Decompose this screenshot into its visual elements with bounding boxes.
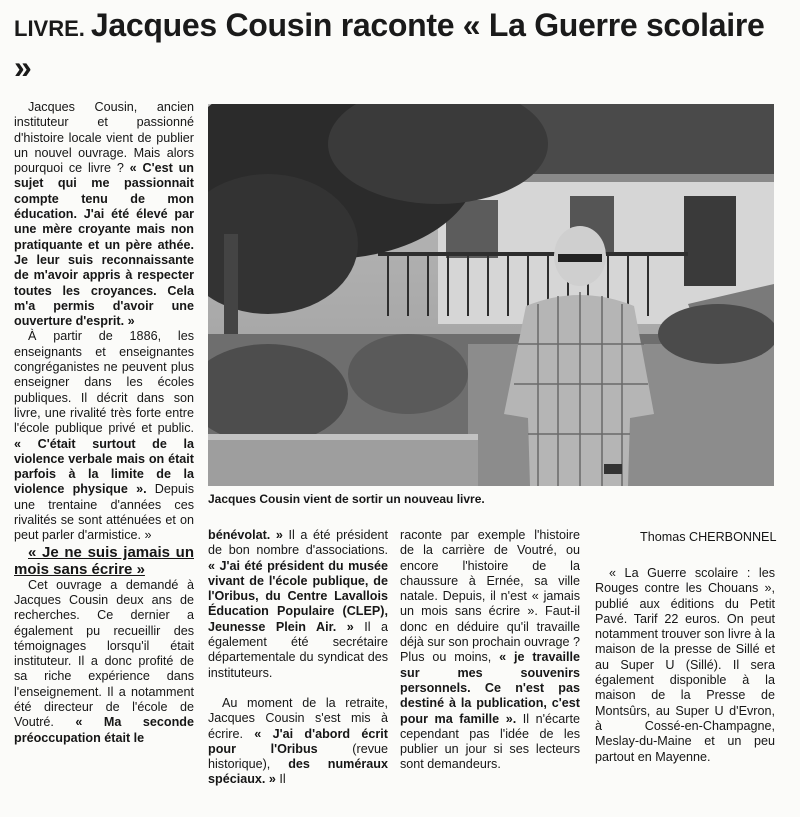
text: Il n'écarte cependant pas l'idée de les publier un jour si ses lecteurs sont demandeurs. [400, 711, 580, 772]
quote: « La Guerre scolaire : les Rouges contre les Chouans » [595, 566, 775, 596]
paragraph [14, 100, 194, 329]
quote: « je travaille sur mes souvenirs personnels. Ce n'est pas destiné à la publication, c'est pour ma famille ». [400, 650, 580, 726]
headline [14, 6, 784, 86]
text: , publié aux éditions du Petit Pavé. Tarif 22 euros. On peut notamment trouver son livre à la maison de la presse de Sillé et au Super U (Sillé). Il sera également disponible à la maison de la Presse de Montsûrs, au Super U d'Evron, à Cossé-en-Champagne, Meslay-du-Maine et un peu partout en Mayenne. [595, 581, 775, 764]
quote: « Ma seconde préoccupation était le [14, 715, 194, 745]
text: (revue historique), [208, 741, 389, 772]
paragraph [400, 528, 580, 773]
quote: « J'ai été président du musée vivant de l'école publique, de l'Oribus, du Centre Lavallois Éducation Populaire (CLEP), Jeunesse Plein Air. » [208, 558, 388, 634]
quote: bénévolat. » [208, 528, 283, 542]
text: Il [275, 772, 286, 787]
paragraph [595, 566, 775, 765]
quote: des numéraux spéciaux. » [208, 757, 388, 787]
column-4 [595, 566, 775, 765]
text: Il a également été secrétaire départementale du syndicat des instituteurs. [208, 619, 388, 680]
text: Au moment de la retraite, Jacques Cousin s'est mis à écrire. [208, 695, 388, 741]
text: Jacques Cousin, ancien instituteur et passionné d'histoire locale vient de publier un nouvel ouvrage. Mais alors pourquoi ce livre ? [14, 100, 194, 176]
paragraph [14, 578, 194, 746]
text: Il a été président de bon nombre d'associations. [208, 528, 388, 558]
article-photo [208, 104, 774, 486]
subheading: « Je ne suis jamais un mois sans écrire » [14, 543, 194, 578]
column-3 [400, 528, 580, 773]
quote: « C'est un sujet qui me passionnait compte tenu de mon éducation. J'ai été élevé par une mère croyante mais non pratiquante et un père athée. Je leur suis reconnaissante de m'avoir appris à respecter toutes les croyances. Cela m'a permis d'avoir une ouverture d'esprit. » [14, 161, 194, 329]
paragraph [14, 329, 194, 543]
photo-illustration [208, 104, 774, 486]
text: Depuis une trentaine d'années ces rivalités se sont atténuées et on peut parler d'armistice. » [14, 482, 194, 543]
column-1 [14, 100, 194, 746]
author-byline: Thomas CHERBONNEL [640, 530, 777, 544]
headline-title: Jacques Cousin raconte « La Guerre scolaire » [14, 7, 765, 85]
paragraph [208, 696, 388, 788]
photo-caption: Jacques Cousin vient de sortir un nouveau livre. [208, 492, 485, 506]
quote: « J'ai d'abord écrit pour l'Oribus [208, 726, 388, 756]
quote: « C'était surtout de la violence verbale mais on était parfois à la limite de la violence physique ». [14, 436, 194, 497]
text: Cet ouvrage a demandé à Jacques Cousin deux ans de recherches. Ce dernier a également pu recueillir des témoignages lorsqu'il était instituteur. Il a donc profité de sa riche expérience dans l'enseignement. Il a notamment été directeur de l'école de Voutré. [14, 577, 194, 730]
headline-kicker: LIVRE. [14, 16, 85, 41]
text: raconte par exemple l'histoire de la carrière de Voutré, ou encore l'histoire de la chaussure à Ernée, sa ville natale. Depuis, il n'est « jamais un mois sans écrire ». Faut-il donc en déduire qu'il travaille déjà sur son prochain ouvrage ? Plus ou moins, [400, 528, 580, 665]
paragraph [208, 528, 388, 681]
text: À partir de 1886, les enseignants et enseignantes congréganistes ne peuvent plus enseigner dans les écoles publiques. Il décrit dans son livre, une rivalité très forte entre l'école publique privé et public. [14, 329, 194, 436]
column-2 [208, 528, 388, 788]
